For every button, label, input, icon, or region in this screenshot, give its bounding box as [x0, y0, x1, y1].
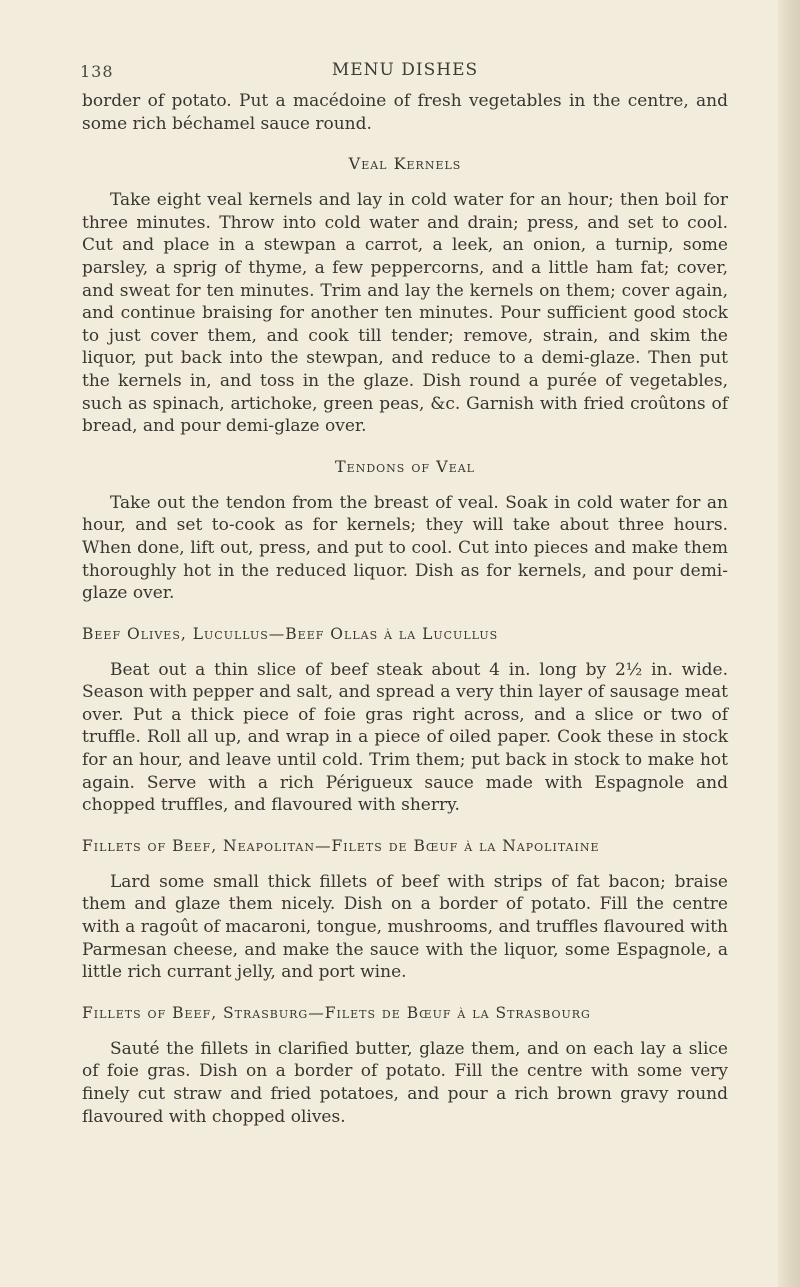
- page-header: [82, 58, 728, 90]
- page-number: 138: [80, 62, 114, 81]
- intro-paragraph: border of potato. Put a macédoine of fresh vegetables in the centre, and some rich béchamel sauce round.: [82, 91, 728, 134]
- section-title-fillets-strasburg: Fillets of Beef, Strasburg—Filets de Bœuf à la Strasbourg: [82, 1003, 591, 1022]
- section-title-tendons-of-veal: Tendons of Veal: [335, 456, 475, 476]
- section-title-beef-olives: Beef Olives, Lucullus—Beef Ollas à la Lucullus: [82, 624, 499, 643]
- section-body-veal-kernels: Take eight veal kernels and lay in cold water for an hour; then boil for three minutes. Throw into cold water and drain; press, and set to cool. Cut and place in a stewpan a carrot, a leek, an onion, a turnip, some parsley, a sprig of thyme, a few peppercorns, and a little ham fat; cover, and sweat for ten minutes. Trim and lay the kernels on them; cover again, and continue braising for another ten minutes. Pour sufficient good stock to just cover them, and cook till tender; remove, strain, and skim the liquor, put back into the stewpan, and reduce to a demi-glaze. Then put the kernels in, and toss in the glaze. Dish round a purée of vegetables, such as spinach, artichoke, green peas, &c. Garnish with fried croûtons of bread, and pour demi-glaze over.: [82, 190, 728, 437]
- running-title: MENU DISHES: [331, 60, 479, 80]
- section-body-beef-olives: Beat out a thin slice of beef steak about 4 in. long by 2½ in. wide. Season with pepper and salt, and spread a very thin layer of sausage meat over. Put a thick piece of foie gras right across, and a slice or two of truffle. Roll all up, and wrap in a piece of oiled paper. Cook these in stock for an hour, and leave until cold. Trim them; put back in stock to make hot again. Serve with a rich Périgueux sauce made with Espagnole and chopped truffles, and flavoured with sherry.: [82, 659, 728, 816]
- section-body-fillets-strasburg: Sauté the fillets in clarified butter, glaze them, and on each lay a slice of foie gras. Dish on a border of potato. Fill the centre with some very finely cut straw and fried potatoes, and pour a rich brown gravy round flavoured with chopped olives.: [82, 1038, 728, 1127]
- section-title-veal-kernels: Veal Kernels: [348, 154, 462, 174]
- section-title-fillets-neapolitan: Fillets of Beef, Neapolitan—Filets de Bœuf à la Napolitaine: [82, 836, 600, 855]
- section-body-fillets-neapolitan: Lard some small thick fillets of beef with strips of fat bacon; braise them and glaze them nicely. Dish on a border of potato. Fill the centre with a ragoût of macaroni, tongue, mushrooms, and truffles flavoured with Parmesan cheese, and make the sauce with the liquor, some Espagnole, a little rich currant jelly, and port wine.: [82, 871, 728, 983]
- page-edge-shadow: [778, 0, 800, 1287]
- book-page: [82, 58, 728, 1128]
- section-body-tendons-of-veal: Take out the tendon from the breast of veal. Soak in cold water for an hour, and set to-cook as for kernels; they will take about three hours. When done, lift out, press, and put to cool. Cut into pieces and make them thoroughly hot in the reduced liquor. Dish as for kernels, and pour demi-glaze over.: [82, 492, 728, 604]
